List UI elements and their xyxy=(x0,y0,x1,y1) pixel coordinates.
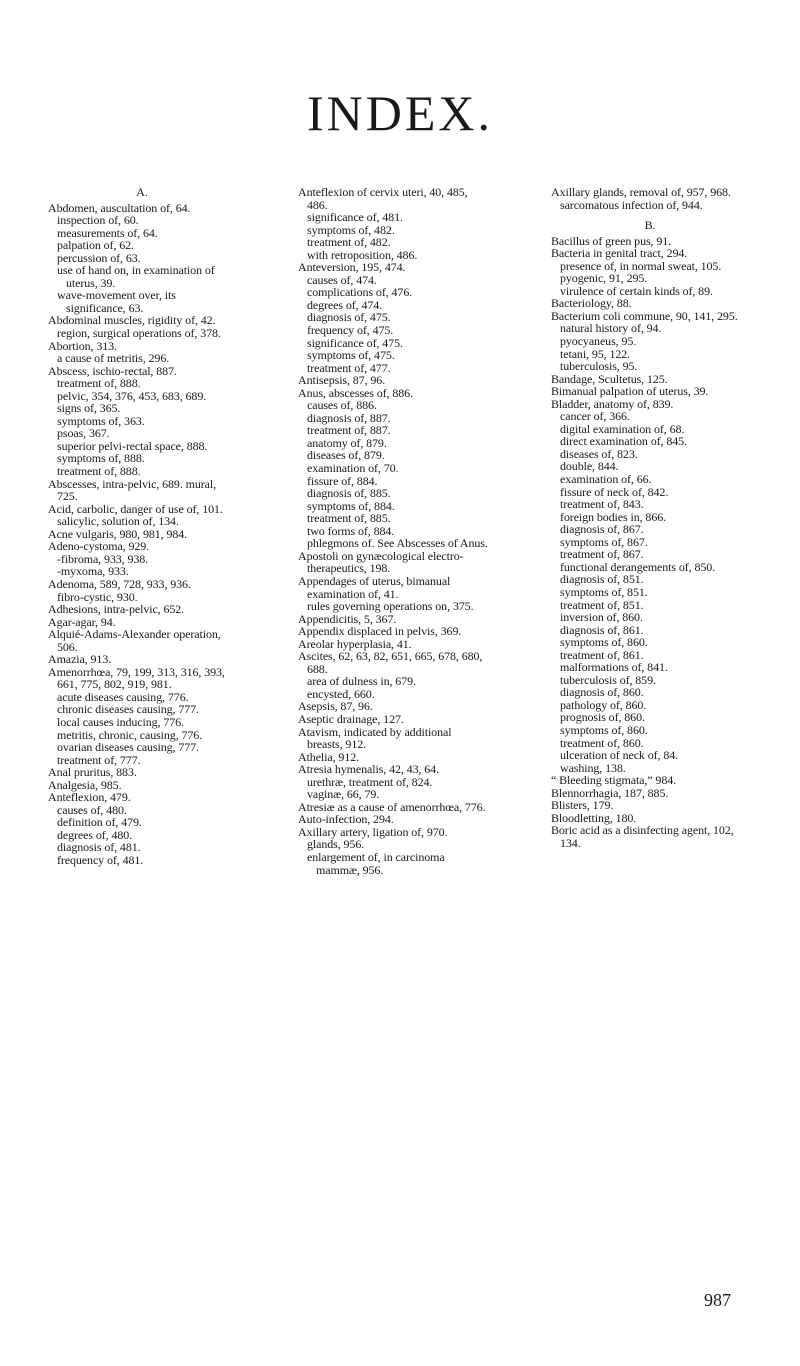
index-entry: Appendicitis, 5, 367. xyxy=(298,611,397,626)
index-subentry: significance of, 481. xyxy=(307,210,403,225)
index-entry: Atresia hymenalis, 42, 43, 64. xyxy=(298,762,439,777)
index-entry: Auto-infection, 294. xyxy=(298,812,394,827)
index-subentry: foreign bodies in, 866. xyxy=(560,509,667,524)
index-subentry: phlegmons of. See Abscesses of Anus. xyxy=(307,536,488,551)
index-entry: Anteversion, 195, 474. xyxy=(298,260,406,275)
index-subentry: tetani, 95, 122. xyxy=(560,346,631,361)
index-subentry: metritis, chronic, causing, 776. xyxy=(57,727,203,742)
index-subentry: causes of, 886. xyxy=(307,398,377,413)
index-entry: Apostoli on gynæcological electro-therapeutics, 198. xyxy=(298,548,464,576)
index-subentry: fissure of, 884. xyxy=(307,473,378,488)
index-subentry: cancer of, 366. xyxy=(560,409,630,424)
index-entry: Acid, carbolic, danger of use of, 101. xyxy=(48,501,223,516)
index-entry: Acne vulgaris, 980, 981, 984. xyxy=(48,526,188,541)
index-subentry: use of hand on, in examination of uterus, 39. xyxy=(57,263,215,290)
index-subentry: treatment of, 843. xyxy=(560,497,644,512)
index-entry: Ascites, 62, 63, 82, 651, 665, 678, 680, 688. xyxy=(298,649,483,676)
index-subentry: diagnosis of, 885. xyxy=(307,486,391,501)
index-entry: Anteflexion, 479. xyxy=(48,790,131,805)
index-column-2 xyxy=(298,186,488,876)
index-subentry: prognosis of, 860. xyxy=(560,710,645,725)
index-subentry: degrees of, 474. xyxy=(307,297,383,312)
index-subentry: frequency of, 475. xyxy=(307,323,394,338)
index-subentry: diagnosis of, 860. xyxy=(560,685,644,700)
index-subentry: treatment of, 482. xyxy=(307,235,391,250)
index-entry: Atresiæ as a cause of amenorrhœa, 776. xyxy=(298,799,486,814)
index-subentry: virulence of certain kinds of, 89. xyxy=(560,283,713,298)
index-subentry: two forms of, 884. xyxy=(307,523,395,538)
index-entry: Amenorrhœa, 79, 199, 313, 316, 393, 661, 775, 802, 919, 981. xyxy=(48,664,225,692)
index-entries xyxy=(551,186,749,211)
index-subentry: symptoms of, 482. xyxy=(307,222,395,237)
index-entry: Axillary artery, ligation of, 970. xyxy=(298,824,448,839)
index-subentry: diagnosis of, 851. xyxy=(560,572,644,587)
page-number: 987 xyxy=(704,1290,731,1310)
index-subentry: signs of, 365. xyxy=(57,401,121,416)
index-entry: Agar-agar, 94. xyxy=(48,614,116,629)
index-subentry: symptoms of, 851. xyxy=(560,584,648,599)
index-subentry: treatment of, 860. xyxy=(560,735,644,750)
index-entry: Bloodletting, 180. xyxy=(551,810,637,825)
index-subentry: glands, 956. xyxy=(307,837,365,852)
index-entry: Axillary glands, removal of, 957, 968. xyxy=(551,185,731,199)
index-subentry: diagnosis of, 887. xyxy=(307,410,391,425)
index-column-1 xyxy=(48,186,236,867)
index-entry: Athelia, 912. xyxy=(298,749,360,764)
index-subentry: fissure of neck of, 842. xyxy=(560,484,669,499)
index-subentry: digital examination of, 68. xyxy=(560,421,685,436)
index-entry: Anal pruritus, 883. xyxy=(48,765,137,780)
index-subentry: diagnosis of, 867. xyxy=(560,522,644,537)
index-entry: Bacillus of green pus, 91. xyxy=(551,233,672,248)
index-entry: Amazia, 913. xyxy=(48,652,112,667)
index-subentry: symptoms of, 860. xyxy=(560,722,648,737)
index-subentry: symptoms of, 867. xyxy=(560,534,648,549)
index-entry: Abscess, ischio-rectal, 887. xyxy=(48,363,177,378)
index-subentry: fibro-cystic, 930. xyxy=(57,589,138,604)
index-entry: Abdominal muscles, rigidity of, 42. xyxy=(48,313,216,328)
index-entry: Alquié-Adams-Alexander operation, 506. xyxy=(48,627,221,654)
index-subentry: treatment of, 885. xyxy=(307,511,391,526)
index-subentry: urethræ, treatment of, 824. xyxy=(307,774,433,789)
index-subentry: functional derangements of, 850. xyxy=(560,559,716,574)
index-subentry: treatment of, 861. xyxy=(560,647,644,662)
index-column-3 xyxy=(551,186,749,849)
section-heading-a: A. xyxy=(136,185,148,199)
index-subentry: encysted, 660. xyxy=(307,686,375,701)
index-subentry: natural history of, 94. xyxy=(560,321,662,336)
index-entry: Analgesia, 985. xyxy=(48,777,122,792)
index-subentry: double, 844. xyxy=(560,459,619,474)
index-subentry: palpation of, 62. xyxy=(57,238,134,253)
page-title: INDEX. xyxy=(306,84,494,141)
section-heading-b: B. xyxy=(644,218,656,233)
index-subentry: vaginæ, 66, 79. xyxy=(307,787,380,802)
index-subentry: definition of, 479. xyxy=(57,815,142,830)
index-entries xyxy=(551,235,749,850)
index-subentry: direct examination of, 845. xyxy=(560,434,687,449)
index-subentry: examination of, 70. xyxy=(307,461,399,476)
index-entry: Antisepsis, 87, 96. xyxy=(298,373,386,388)
index-subentry: local causes inducing, 776. xyxy=(57,714,184,729)
index-subentry: significance of, 475. xyxy=(307,335,403,350)
index-subentry: degrees of, 480. xyxy=(57,827,133,842)
index-subentry: area of dulness in, 679. xyxy=(307,674,416,689)
index-entry: Asepsis, 87, 96. xyxy=(298,699,373,714)
index-subentry: symptoms of, 888. xyxy=(57,451,145,466)
index-subentry: treatment of, 888. xyxy=(57,376,141,391)
index-subentry: treatment of, 851. xyxy=(560,597,644,612)
index-entry: Abortion, 313. xyxy=(48,338,117,353)
index-subentry: chronic diseases causing, 777. xyxy=(57,702,199,717)
index-subentry: symptoms of, 860. xyxy=(560,635,648,650)
index-subentry: symptoms of, 363. xyxy=(57,413,145,428)
index-entry: Abscesses, intra-pelvic, 689. mural, 725. xyxy=(48,476,217,504)
index-subentry: inversion of, 860. xyxy=(560,610,643,625)
index-subentry: diagnosis of, 481. xyxy=(57,840,141,855)
index-subentry: causes of, 474. xyxy=(307,272,377,287)
index-entry: Bacteriology, 88. xyxy=(551,296,632,311)
index-subentry: pathology of, 860. xyxy=(560,697,647,712)
index-entry: Adeno-cystoma, 929. xyxy=(48,539,150,554)
index-subentry: presence of, in normal sweat, 105. xyxy=(560,258,722,273)
index-entry: Areolar hyperplasia, 41. xyxy=(298,636,412,651)
index-subentry: pyogenic, 91, 295. xyxy=(560,271,648,286)
index-subentry: -fibroma, 933, 938. xyxy=(57,551,149,566)
index-subentry: acute diseases causing, 776. xyxy=(57,689,189,704)
index-entry: Bacterium coli commune, 90, 141, 295. xyxy=(551,308,738,323)
index-subentry: complications of, 476. xyxy=(307,285,413,300)
index-subentry: psoas, 367. xyxy=(57,426,110,441)
index-subentry: region, surgical operations of, 378. xyxy=(57,326,221,341)
index-subentry: treatment of, 867. xyxy=(560,547,644,562)
index-subentry: pelvic, 354, 376, 453, 683, 689. xyxy=(57,388,207,403)
index-entry: Anteflexion of cervix uteri, 40, 485, 486. xyxy=(298,185,468,212)
index-subentry: diagnosis of, 475. xyxy=(307,310,391,325)
index-subentry: washing, 138. xyxy=(560,760,626,775)
index-subentry: enlargement of, in carcinoma mammæ, 956. xyxy=(307,849,445,877)
index-subentry: pyocyaneus, 95. xyxy=(560,334,637,349)
index-entry: Bandage, Scultetus, 125. xyxy=(551,371,668,386)
index-subentry: sarcomatous infection of, 944. xyxy=(560,197,703,212)
index-subentry: diagnosis of, 861. xyxy=(560,622,644,637)
index-subentry: ulceration of neck of, 84. xyxy=(560,748,679,763)
index-subentry: symptoms of, 475. xyxy=(307,348,395,363)
index-subentry: rules governing operations on, 375. xyxy=(307,599,474,614)
index-subentry: treatment of, 887. xyxy=(307,423,391,438)
index-subentry: percussion of, 63. xyxy=(57,250,141,265)
index-subentry: salicylic, solution of, 134. xyxy=(57,514,179,529)
index-entry: Blennorrhagia, 187, 885. xyxy=(551,785,669,800)
index-subentry: frequency of, 481. xyxy=(57,852,144,867)
index-entry: Boric acid as a disinfecting agent, 102, 134. xyxy=(551,823,734,850)
index-subentry: diseases of, 823. xyxy=(560,446,638,461)
index-subentry: with retroposition, 486. xyxy=(307,247,418,262)
index-subentry: -myxoma, 933. xyxy=(57,564,129,579)
index-entry: Bacteria in genital tract, 294. xyxy=(551,246,688,261)
index-entry: Atavism, indicated by additional breasts, 912. xyxy=(298,724,452,752)
index-subentry: treatment of, 888. xyxy=(57,464,141,479)
index-entry: Anus, abscesses of, 886. xyxy=(298,385,413,400)
index-entry: Bimanual palpation of uterus, 39. xyxy=(551,384,709,399)
index-subentry: diseases of, 879. xyxy=(307,448,385,463)
index-entries xyxy=(298,186,488,876)
index-entry: Abdomen, auscultation of, 64. xyxy=(48,200,191,215)
index-subentry: wave-movement over, its significance, 63. xyxy=(57,288,176,315)
index-subentry: a cause of metritis, 296. xyxy=(57,351,170,366)
index-entry: Adenoma, 589, 728, 933, 936. xyxy=(48,576,191,591)
index-subentry: inspection of, 60. xyxy=(57,213,139,228)
index-subentry: measurements of, 64. xyxy=(57,225,158,240)
index-entry: Bladder, anatomy of, 839. xyxy=(551,396,674,411)
index-entry: “ Bleeding stigmata,” 984. xyxy=(551,773,677,788)
index-entry: Adhesions, intra-pelvic, 652. xyxy=(48,602,185,617)
index-subentry: causes of, 480. xyxy=(57,802,127,817)
index-subentry: symptoms of, 884. xyxy=(307,498,395,513)
index-subentry: malformations of, 841. xyxy=(560,660,668,675)
index-subentry: superior pelvi-rectal space, 888. xyxy=(57,438,208,453)
index-entry: Aseptic drainage, 127. xyxy=(298,711,404,726)
index-subentry: tuberculosis, 95. xyxy=(560,359,638,374)
index-subentry: treatment of, 777. xyxy=(57,752,141,767)
index-entries xyxy=(48,202,236,867)
index-subentry: tuberculosis of, 859. xyxy=(560,672,656,687)
index-entry: Appendages of uterus, bimanual examination of, 41. xyxy=(298,573,451,601)
index-subentry: examination of, 66. xyxy=(560,472,652,487)
index-subentry: treatment of, 477. xyxy=(307,360,391,375)
index-subentry: ovarian diseases causing, 777. xyxy=(57,740,199,755)
index-entry: Blisters, 179. xyxy=(551,798,614,813)
index-subentry: anatomy of, 879. xyxy=(307,435,387,450)
index-entry: Appendix displaced in pelvis, 369. xyxy=(298,624,462,639)
